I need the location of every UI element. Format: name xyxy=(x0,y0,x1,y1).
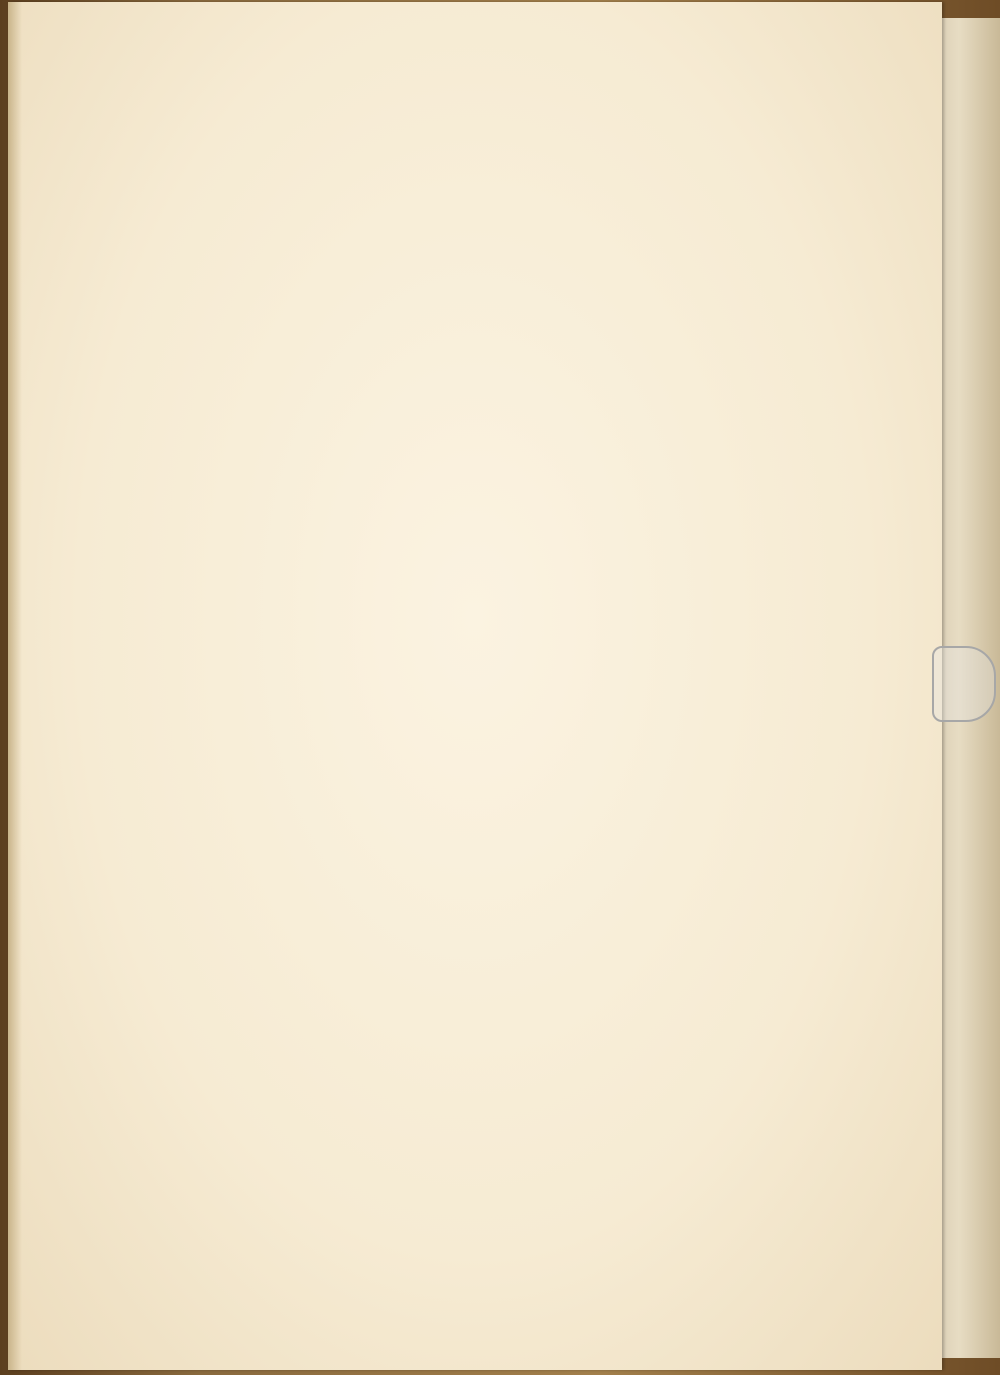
footer-bar xyxy=(0,1375,1000,1395)
page-gutter xyxy=(8,2,22,1370)
document-page xyxy=(8,2,942,1370)
main-text-block xyxy=(112,132,778,144)
page-clip-icon xyxy=(932,646,996,722)
